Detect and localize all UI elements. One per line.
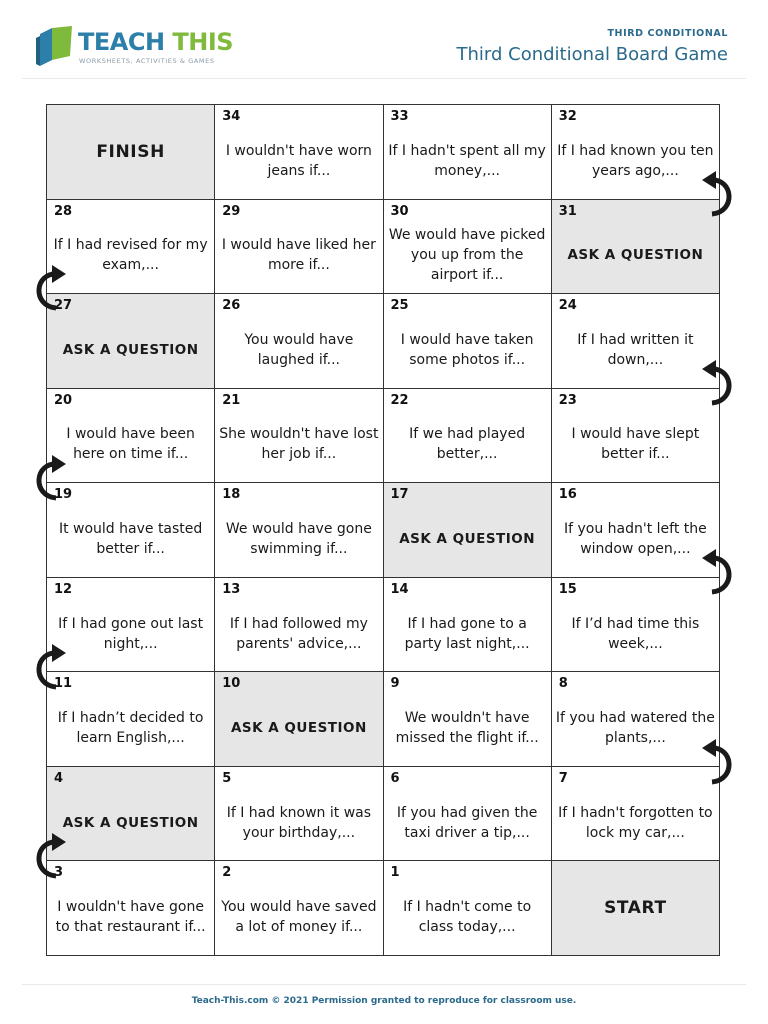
board-square-6 [384, 767, 552, 862]
square-number: 20 [54, 392, 73, 408]
board-square-33 [384, 105, 552, 200]
logo-wordmark [78, 28, 233, 56]
square-number: 29 [222, 203, 241, 219]
square-prompt: If we had played better,... [409, 426, 526, 463]
square-number: 31 [558, 203, 577, 219]
square-prompt: I would have been here on time if... [66, 426, 195, 463]
turn-arrow-icon [28, 641, 68, 697]
square-number: 6 [390, 770, 400, 786]
board-square-25 [384, 294, 552, 389]
square-prompt: We wouldn't have missed the flight if... [395, 710, 539, 747]
turn-arrow-icon [28, 452, 68, 508]
square-number: 4 [54, 770, 64, 786]
square-number: 28 [54, 203, 73, 219]
ask-a-question-label: ASK A QUESTION [567, 247, 704, 264]
square-prompt: If you had watered the plants,... [555, 710, 715, 747]
square-prompt: If I had written it down,... [577, 331, 694, 368]
header-divider [22, 78, 746, 79]
board-square-34 [215, 105, 383, 200]
square-number: 17 [390, 487, 409, 503]
turn-arrow-icon [28, 830, 68, 886]
board-square-3 [47, 861, 215, 956]
turn-arrow-icon [700, 357, 740, 413]
square-number: 13 [222, 581, 241, 597]
square-number: 10 [222, 676, 241, 692]
board-square-21 [215, 389, 383, 484]
board-square-27 [47, 294, 215, 389]
square-number: 32 [558, 109, 577, 124]
board-square-10 [215, 672, 383, 767]
board-square-8 [552, 672, 720, 767]
square-prompt: I would have liked her more if... [221, 237, 376, 274]
game-board [46, 104, 720, 956]
page-title: Third Conditional Board Game [456, 44, 728, 65]
square-prompt: If I hadn't come to class today,... [403, 899, 532, 936]
board-square-9 [384, 672, 552, 767]
square-number: 30 [390, 203, 409, 219]
copyright-footer: Teach-This.com © 2021 Permission granted to reproduce for classroom use. [191, 996, 577, 1006]
square-number: 23 [558, 392, 577, 408]
square-prompt: If I hadn’t decided to learn English,... [57, 710, 204, 747]
logo-word-teach: TEACH [78, 28, 165, 56]
square-number: 7 [558, 770, 568, 786]
board-square-14 [384, 578, 552, 673]
topic-label: THIRD CONDITIONAL [607, 28, 728, 39]
turn-arrow-icon [700, 546, 740, 602]
square-prompt: You would have saved a lot of money if... [221, 899, 377, 936]
board-square-31 [552, 200, 720, 295]
square-number: 33 [390, 109, 409, 124]
square-prompt: It would have tasted better if... [58, 520, 203, 557]
square-prompt: If I had known it was your birthday,... [226, 804, 372, 841]
footer-divider [22, 984, 746, 985]
turn-arrow-icon [28, 262, 68, 318]
board-square-17 [384, 483, 552, 578]
square-number: 9 [390, 676, 400, 692]
teach-this-logo [36, 24, 236, 70]
square-number: 21 [222, 392, 241, 408]
square-prompt: START [604, 898, 667, 919]
square-number: 1 [390, 865, 400, 881]
square-number: 24 [558, 298, 577, 314]
square-prompt: FINISH [96, 141, 165, 162]
square-prompt: If I had gone out last night,... [58, 615, 204, 652]
board-square-26 [215, 294, 383, 389]
ask-a-question-label: ASK A QUESTION [62, 341, 199, 358]
board-square-13 [215, 578, 383, 673]
turn-arrow-icon [700, 168, 740, 224]
square-number: 5 [222, 770, 232, 786]
square-prompt: If I had gone to a party last night,... [404, 615, 530, 652]
square-prompt: You would have laughed if... [244, 331, 354, 368]
square-number: 16 [558, 487, 577, 503]
board-square-2 [215, 861, 383, 956]
board-square-29 [215, 200, 383, 295]
board-square-22 [384, 389, 552, 484]
square-prompt: We would have gone swimming if... [225, 520, 372, 557]
square-prompt: If I hadn't spent all my money,... [388, 142, 546, 179]
board-square-11 [47, 672, 215, 767]
square-prompt: If I had known you ten years ago,... [557, 142, 714, 179]
board-square-1 [384, 861, 552, 956]
square-number: 8 [558, 676, 568, 692]
board-square-24 [552, 294, 720, 389]
square-prompt: If you hadn't left the window open,... [563, 520, 707, 557]
board-square-12 [47, 578, 215, 673]
square-number: 25 [390, 298, 409, 314]
board-square-start [552, 861, 720, 956]
square-prompt: We would have picked you up from the airport if... [388, 227, 546, 284]
ask-a-question-label: ASK A QUESTION [399, 530, 536, 547]
ask-a-question-label: ASK A QUESTION [230, 720, 367, 737]
square-number: 2 [222, 865, 232, 881]
board-square-7 [552, 767, 720, 862]
board-square-15 [552, 578, 720, 673]
board-square-23 [552, 389, 720, 484]
square-number: 11 [54, 676, 73, 692]
board-square-5 [215, 767, 383, 862]
turn-arrow-icon [700, 736, 740, 792]
square-number: 3 [54, 865, 64, 881]
square-prompt: I wouldn't have worn jeans if... [225, 142, 372, 179]
square-number: 15 [558, 581, 577, 597]
square-prompt: I wouldn't have gone to that restaurant if... [55, 899, 206, 936]
square-prompt: If I had revised for my exam,... [53, 237, 208, 274]
board-square-20 [47, 389, 215, 484]
board-square-30 [384, 200, 552, 295]
board-square-19 [47, 483, 215, 578]
square-prompt: If you had given the taxi driver a tip,... [396, 804, 538, 841]
square-prompt: I would have taken some photos if... [400, 331, 534, 368]
ask-a-question-label: ASK A QUESTION [62, 814, 199, 831]
logo-tagline: WORKSHEETS, ACTIVITIES & GAMES [79, 57, 215, 65]
board-square-18 [215, 483, 383, 578]
board-square-32 [552, 105, 720, 200]
square-number: 12 [54, 581, 73, 597]
square-number: 22 [390, 392, 409, 408]
logo-word-this: THIS [172, 28, 234, 56]
board-square-16 [552, 483, 720, 578]
square-prompt: If I hadn't forgotten to lock my car,... [558, 804, 713, 841]
book-logo-icon [36, 24, 76, 68]
square-prompt: If I had followed my parents' advice,... [229, 615, 368, 652]
square-prompt: She wouldn't have lost her job if... [219, 426, 379, 463]
square-number: 34 [222, 109, 241, 124]
board-square-finish [47, 105, 215, 200]
board-square-28 [47, 200, 215, 295]
square-number: 19 [54, 487, 73, 503]
square-prompt: If I’d had time this week,... [571, 615, 700, 652]
square-number: 27 [54, 298, 73, 314]
square-number: 18 [222, 487, 241, 503]
square-number: 26 [222, 298, 241, 314]
square-number: 14 [390, 581, 409, 597]
square-prompt: I would have slept better if... [571, 426, 700, 463]
board-square-4 [47, 767, 215, 862]
